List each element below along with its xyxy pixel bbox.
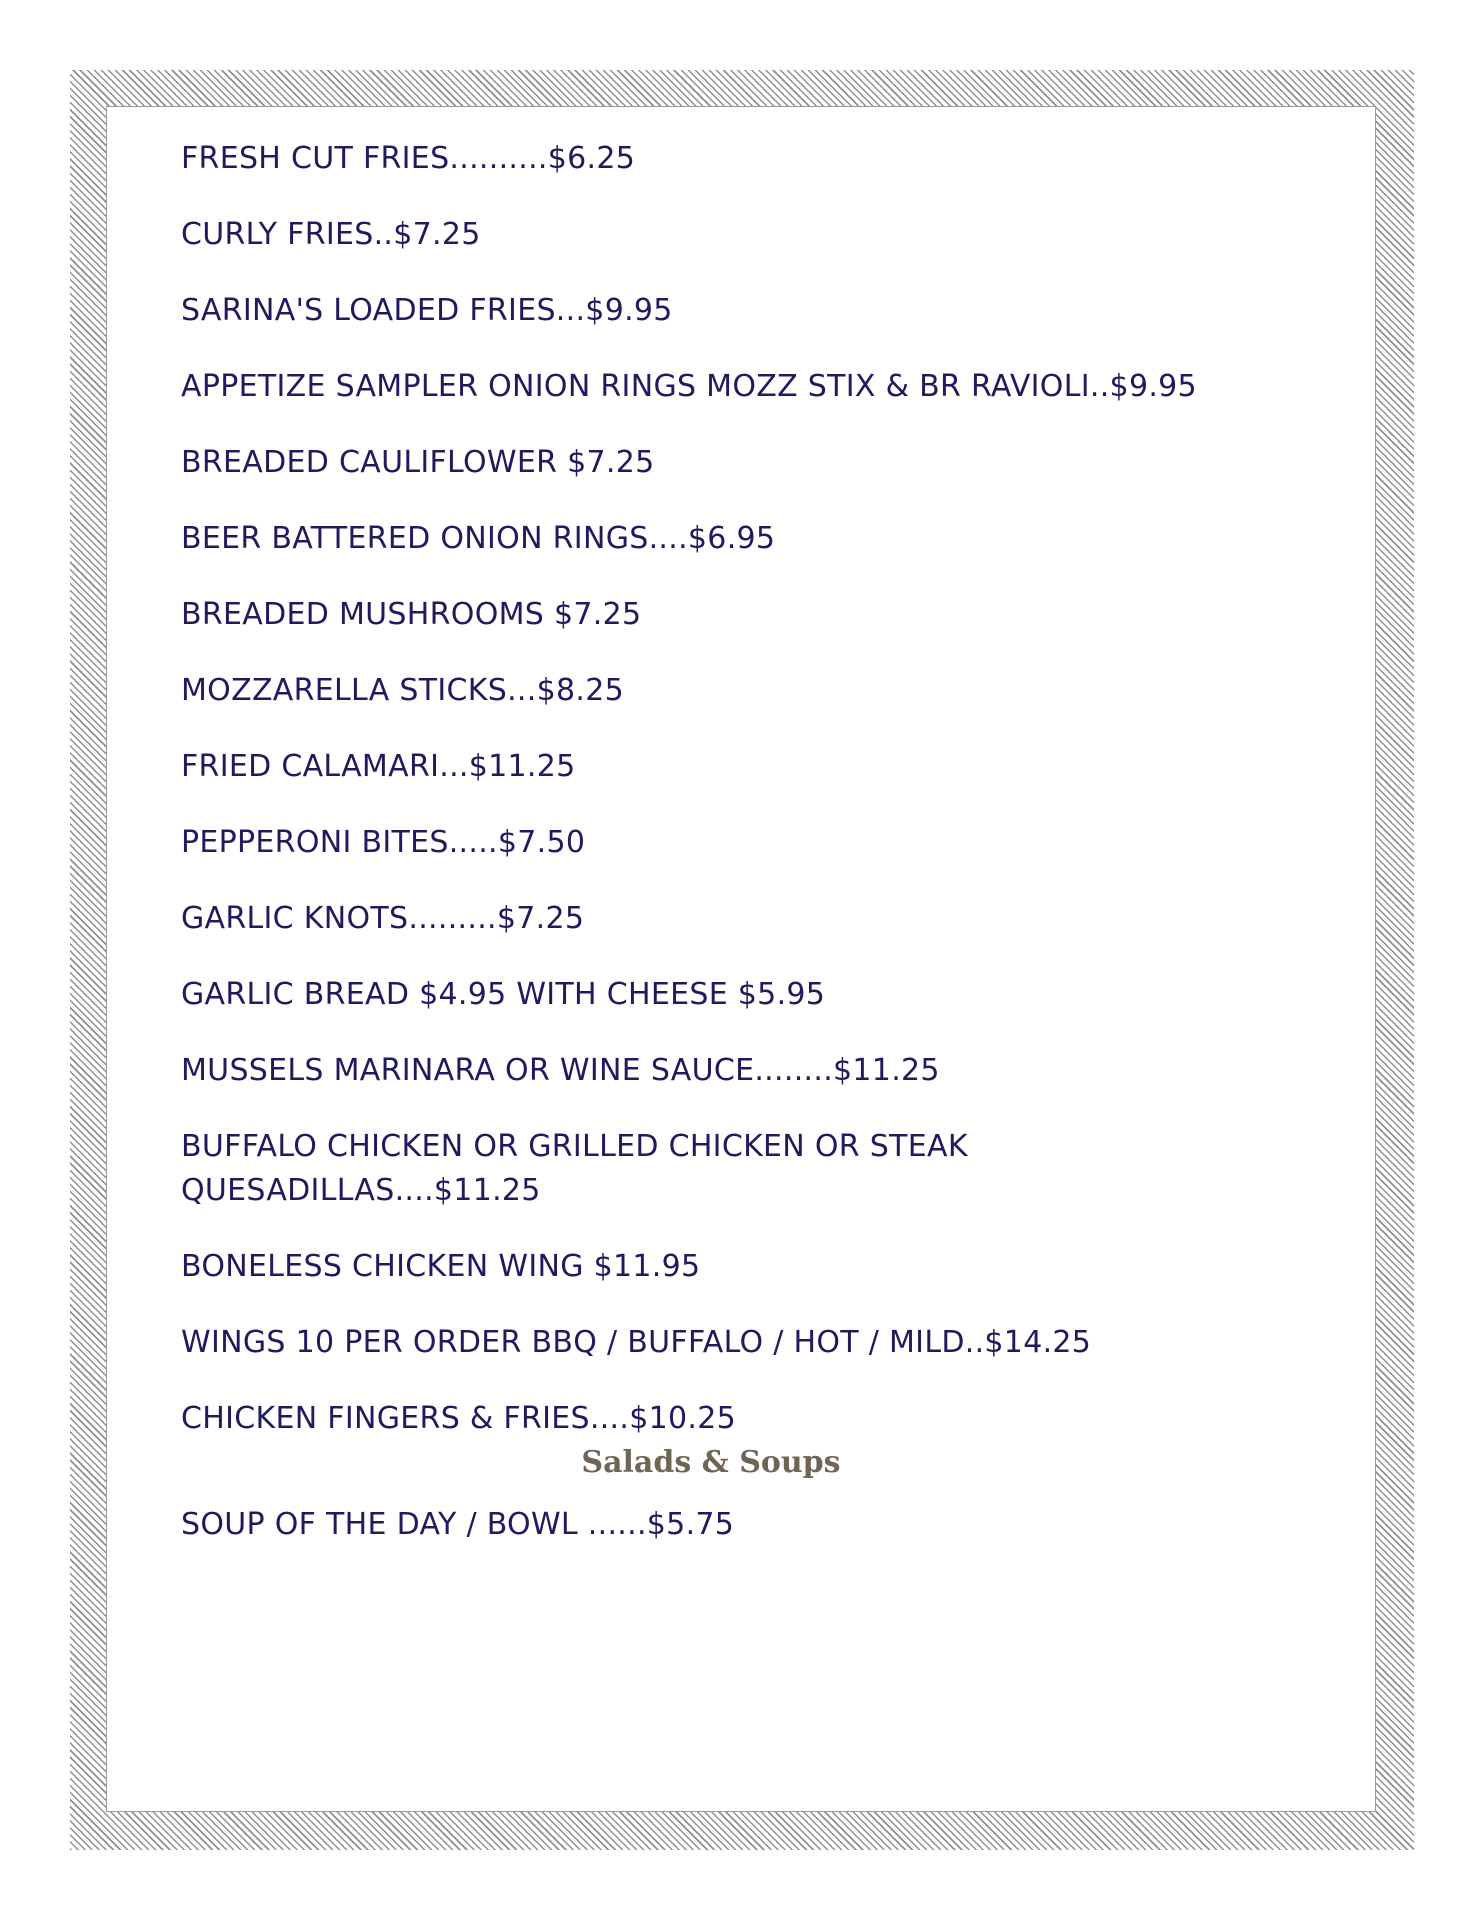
- menu-panel: [106, 106, 1376, 1812]
- menu-item: BONELESS CHICKEN WING $11.95: [181, 1249, 701, 1284]
- menu-item: BREADED CAULIFLOWER $7.25: [181, 445, 655, 480]
- menu-item: CURLY FRIES..$7.25: [181, 217, 481, 252]
- menu-item: BEER BATTERED ONION RINGS....$6.95: [181, 521, 776, 556]
- menu-item: SARINA'S LOADED FRIES...$9.95: [181, 293, 673, 328]
- menu-item: MOZZARELLA STICKS...$8.25: [181, 673, 624, 708]
- menu-item: CHICKEN FINGERS & FRIES....$10.25: [181, 1401, 736, 1436]
- menu-item: GARLIC KNOTS.........$7.25: [181, 901, 585, 936]
- menu-item-soup: SOUP OF THE DAY / BOWL ......$5.75: [181, 1507, 735, 1542]
- menu-border-frame: [70, 70, 1414, 1850]
- menu-item: BUFFALO CHICKEN OR GRILLED CHICKEN OR STEAK QUESADILLAS....$11.25: [181, 1129, 968, 1208]
- menu-item: GARLIC BREAD $4.95 WITH CHEESE $5.95: [181, 977, 826, 1012]
- menu-item: WINGS 10 PER ORDER BBQ / BUFFALO / HOT / MILD..$14.25: [181, 1325, 1092, 1360]
- menu-item: BREADED MUSHROOMS $7.25: [181, 597, 642, 632]
- menu-item: FRIED CALAMARI...$11.25: [181, 749, 576, 784]
- section-heading-salads-soups: Salads & Soups: [581, 1445, 841, 1480]
- menu-item: MUSSELS MARINARA OR WINE SAUCE........$11.25: [181, 1053, 940, 1088]
- menu-item: APPETIZE SAMPLER ONION RINGS MOZZ STIX & BR RAVIOLI..$9.95: [181, 369, 1197, 404]
- appetizer-list: [181, 137, 1241, 1579]
- menu-item: PEPPERONI BITES.....$7.50: [181, 825, 586, 860]
- menu-item: FRESH CUT FRIES..........$6.25: [181, 141, 636, 176]
